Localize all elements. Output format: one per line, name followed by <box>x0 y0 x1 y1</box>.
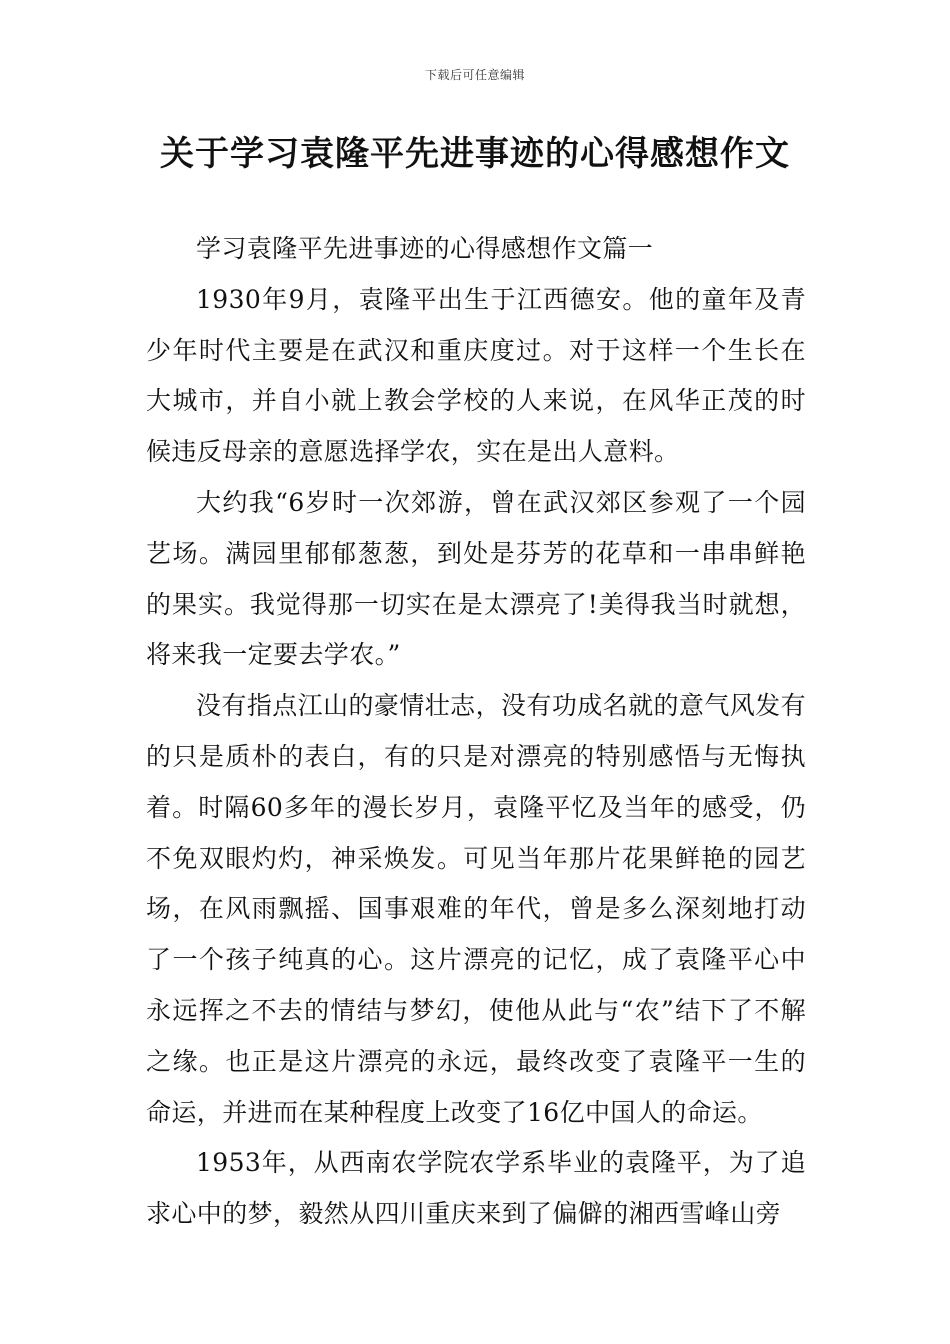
document-title: 关于学习袁隆平先进事迹的心得感想作文 <box>160 134 790 174</box>
section-heading: 学习袁隆平先进事迹的心得感想作文篇一 <box>196 234 654 263</box>
paragraph: 1930年9月，袁隆平出生于江西德安。他的童年及青少年时代主要是在武汉和重庆度过。对于这样一个生长在大城市，并自小就上教会学校的人来说，在风华正茂的时候违反母亲的意愿选择学农，实在是出人意料。 <box>146 284 806 467</box>
document-body <box>146 224 806 1240</box>
paragraph: 没有指点江山的豪情壮志，没有功成名就的意气风发有的只是质朴的表白，有的只是对漂亮的特别感悟与无悔执着。时隔60多年的漫长岁月，袁隆平忆及当年的感受，仍不免双眼灼灼，神采焕发。可见当年那片花果鲜艳的园艺场，在风雨飘摇、国事艰难的年代，曾是多么深刻地打动了一个孩子纯真的心。这片漂亮的记忆，成了袁隆平心中永远挥之不去的情结与梦幻，使他从此与“农”结下了不解之缘。也正是这片漂亮的永远，最终改变了袁隆平一生的命运，并进而在某种程度上改变了16亿中国人的命运。 <box>146 691 806 1127</box>
header-note: 下载后可任意编辑 <box>424 68 525 82</box>
paragraph: 大约我“6岁时一次郊游，曾在武汉郊区参观了一个园艺场。满园里郁郁葱葱，到处是芬芳的花草和一串串鲜艳的果实。我觉得那一切实在是太漂亮了!美得我当时就想，将来我一定要去学农。” <box>146 487 806 670</box>
paragraph: 1953年，从西南农学院农学系毕业的袁隆平，为了追求心中的梦，毅然从四川重庆来到了偏僻的湘西雪峰山旁 <box>146 1148 806 1229</box>
